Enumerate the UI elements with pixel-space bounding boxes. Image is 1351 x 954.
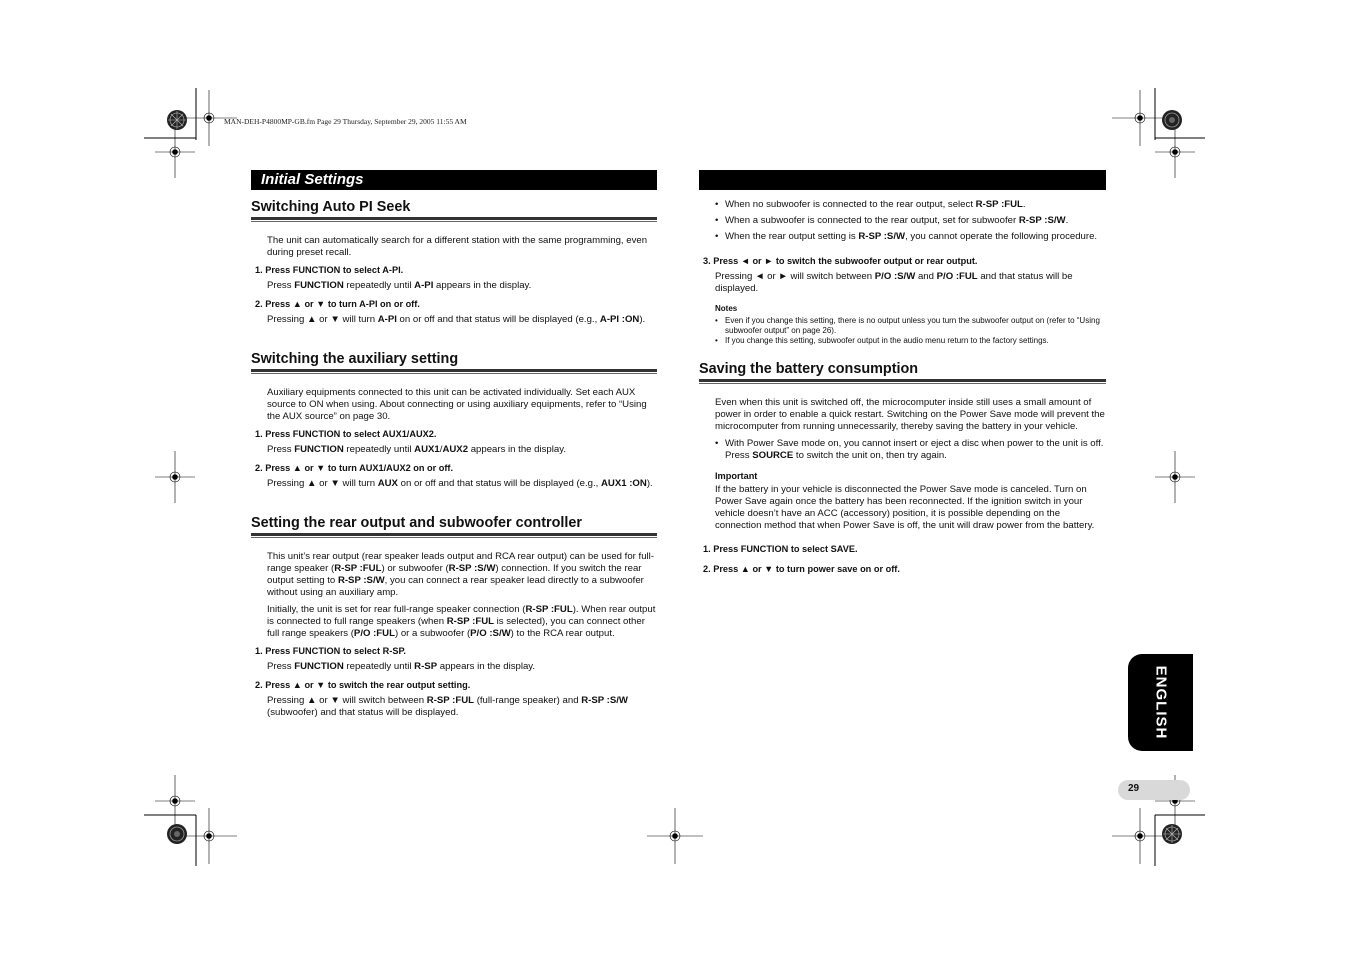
rear-p2: Initially, the unit is set for rear full-range speaker connection (R-SP :FUL). When rear output is connected to full range speakers (when R-SP :FUL is selected), you can connect other full range speakers (P/O :FUL) or a subwoofer (P/O :S/W) to the RCA rear output. <box>267 604 656 639</box>
battery-intro: Even when this unit is switched off, the microcomputer inside still uses a small amount of power in order to enable a quick restart. Switching on the Power Save mode will prevent the microcomputer from running unnecessarily, thereby saving the battery in your vehicle. <box>715 397 1105 432</box>
notes-block <box>699 303 1106 346</box>
list-item: • Even if you change this setting, there is no output unless you turn the subwoofer output on (refer to “Using subwoofer output” on page 26). <box>715 316 1106 336</box>
heading-battery: Saving the battery consumption <box>699 361 1106 382</box>
notes-list <box>715 316 1106 346</box>
list-item: • With Power Save mode on, you cannot insert or eject a disc when power to the unit is off. Press SOURCE to switch the unit on, then try again. <box>715 438 1106 462</box>
aux-step-2-desc: Pressing ▲ or ▼ will turn AUX on or off and that status will be displayed (e.g., AUX1 :ON). <box>267 478 653 489</box>
rear-step-2-desc: Pressing ▲ or ▼ will switch between R-SP :FUL (full-range speaker) and R-SP :S/W (subwoofer) and that status will be displayed. <box>267 695 628 718</box>
rear-body <box>251 551 657 640</box>
pi-seek-step-1-desc: Press FUNCTION repeatedly until A-PI appears in the display. <box>267 280 532 291</box>
list-item: • When a subwoofer is connected to the rear output, set for subwoofer R-SP :S/W. <box>715 215 1106 227</box>
heading-pi-seek: Switching Auto PI Seek <box>251 199 657 220</box>
heading-rear-wrap <box>251 515 657 538</box>
pi-seek-body <box>251 235 657 259</box>
heading-aux: Switching the auxiliary setting <box>251 351 657 372</box>
battery-step-2: 2. Press ▲ or ▼ to turn power save on or off. <box>703 564 900 574</box>
notes-title: Notes <box>715 304 738 313</box>
pi-seek-step-2: 2. Press ▲ or ▼ to turn A-PI on or off. <box>255 299 420 309</box>
aux-body <box>251 387 657 423</box>
aux-step-2: 2. Press ▲ or ▼ to turn AUX1/AUX2 on or off. <box>255 463 454 473</box>
right-column <box>699 199 1106 575</box>
list-item: • When the rear output setting is R-SP :S/W, you cannot operate the following procedure. <box>715 231 1106 243</box>
file-info-header: MAN-DEH-P4800MP-GB.fm Page 29 Thursday, September 29, 2005 11:55 AM <box>224 117 467 126</box>
important-text: If the battery in your vehicle is disconnected the Power Save mode is canceled. Turn on Power Save again once the battery has been reconnected. If the ignition switch in your vehicle doesn’t have an ACC (accessory) position, it is possible depending on the connection method that when Power Save is off, the unit will draw power from the battery. <box>715 484 1095 531</box>
heading-aux-wrap <box>251 351 657 374</box>
aux-intro: Auxiliary equipments connected to this unit can be activated individually. Set each AUX source to ON when using. About connecting or using auxiliary equipments, refer to “Using the AUX source” on page 30. <box>267 387 647 422</box>
heading-battery-wrap <box>699 361 1106 384</box>
rear-bullets-body <box>699 199 1106 243</box>
pi-seek-step-2-desc: Pressing ▲ or ▼ will turn A-PI on or off and that status will be displayed (e.g., A-PI :ON). <box>267 314 646 325</box>
section-title: Initial Settings <box>261 171 364 188</box>
aux-step-1: 1. Press FUNCTION to select AUX1/AUX2. <box>255 429 437 439</box>
rear-step-2: 2. Press ▲ or ▼ to switch the rear output setting. <box>255 680 471 690</box>
rear-step-3-desc: Pressing ◄ or ► will switch between P/O :S/W and P/O :FUL and that status will be displayed. <box>715 271 1073 294</box>
battery-step-1: 1. Press FUNCTION to select SAVE. <box>703 544 858 554</box>
battery-body <box>699 397 1106 532</box>
rear-step-3: 3. Press ◄ or ► to switch the subwoofer output or rear output. <box>703 256 978 266</box>
rear-step-1-desc: Press FUNCTION repeatedly until R-SP appears in the display. <box>267 661 536 672</box>
section-bar-right <box>699 170 1106 190</box>
important-title: Important <box>715 471 758 481</box>
list-item: • When no subwoofer is connected to the rear output, select R-SP :FUL. <box>715 199 1106 211</box>
pi-seek-step-1: 1. Press FUNCTION to select A-PI. <box>255 265 404 275</box>
language-tab-label-wrap <box>1128 654 1193 751</box>
heading-rear: Setting the rear output and subwoofer controller <box>251 515 657 536</box>
rear-bullet-list <box>715 199 1106 243</box>
list-item: • If you change this setting, subwoofer output in the audio menu return to the factory settings. <box>715 336 1106 346</box>
language-tab-label: ENGLISH <box>1152 665 1169 740</box>
heading-pi-seek-wrap <box>251 199 657 222</box>
rear-step-1: 1. Press FUNCTION to select R-SP. <box>255 646 406 656</box>
left-column <box>251 199 657 725</box>
battery-bullet-list <box>715 438 1106 462</box>
pi-seek-intro: The unit can automatically search for a different station with the same programming, even during preset recall. <box>267 235 648 258</box>
page-number: 29 <box>1128 783 1140 794</box>
aux-step-1-desc: Press FUNCTION repeatedly until AUX1/AUX2 appears in the display. <box>267 444 566 455</box>
section-title-bar <box>251 170 657 190</box>
rear-p1: This unit’s rear output (rear speaker leads output and RCA rear output) can be used for full-range speaker (R-SP :FUL) or subwoofer (R-SP :S/W) connection. If you switch the rear output setting to R-SP :S/W, you can connect a rear speaker lead directly to a subwoofer without using an auxiliary amp. <box>267 551 654 598</box>
